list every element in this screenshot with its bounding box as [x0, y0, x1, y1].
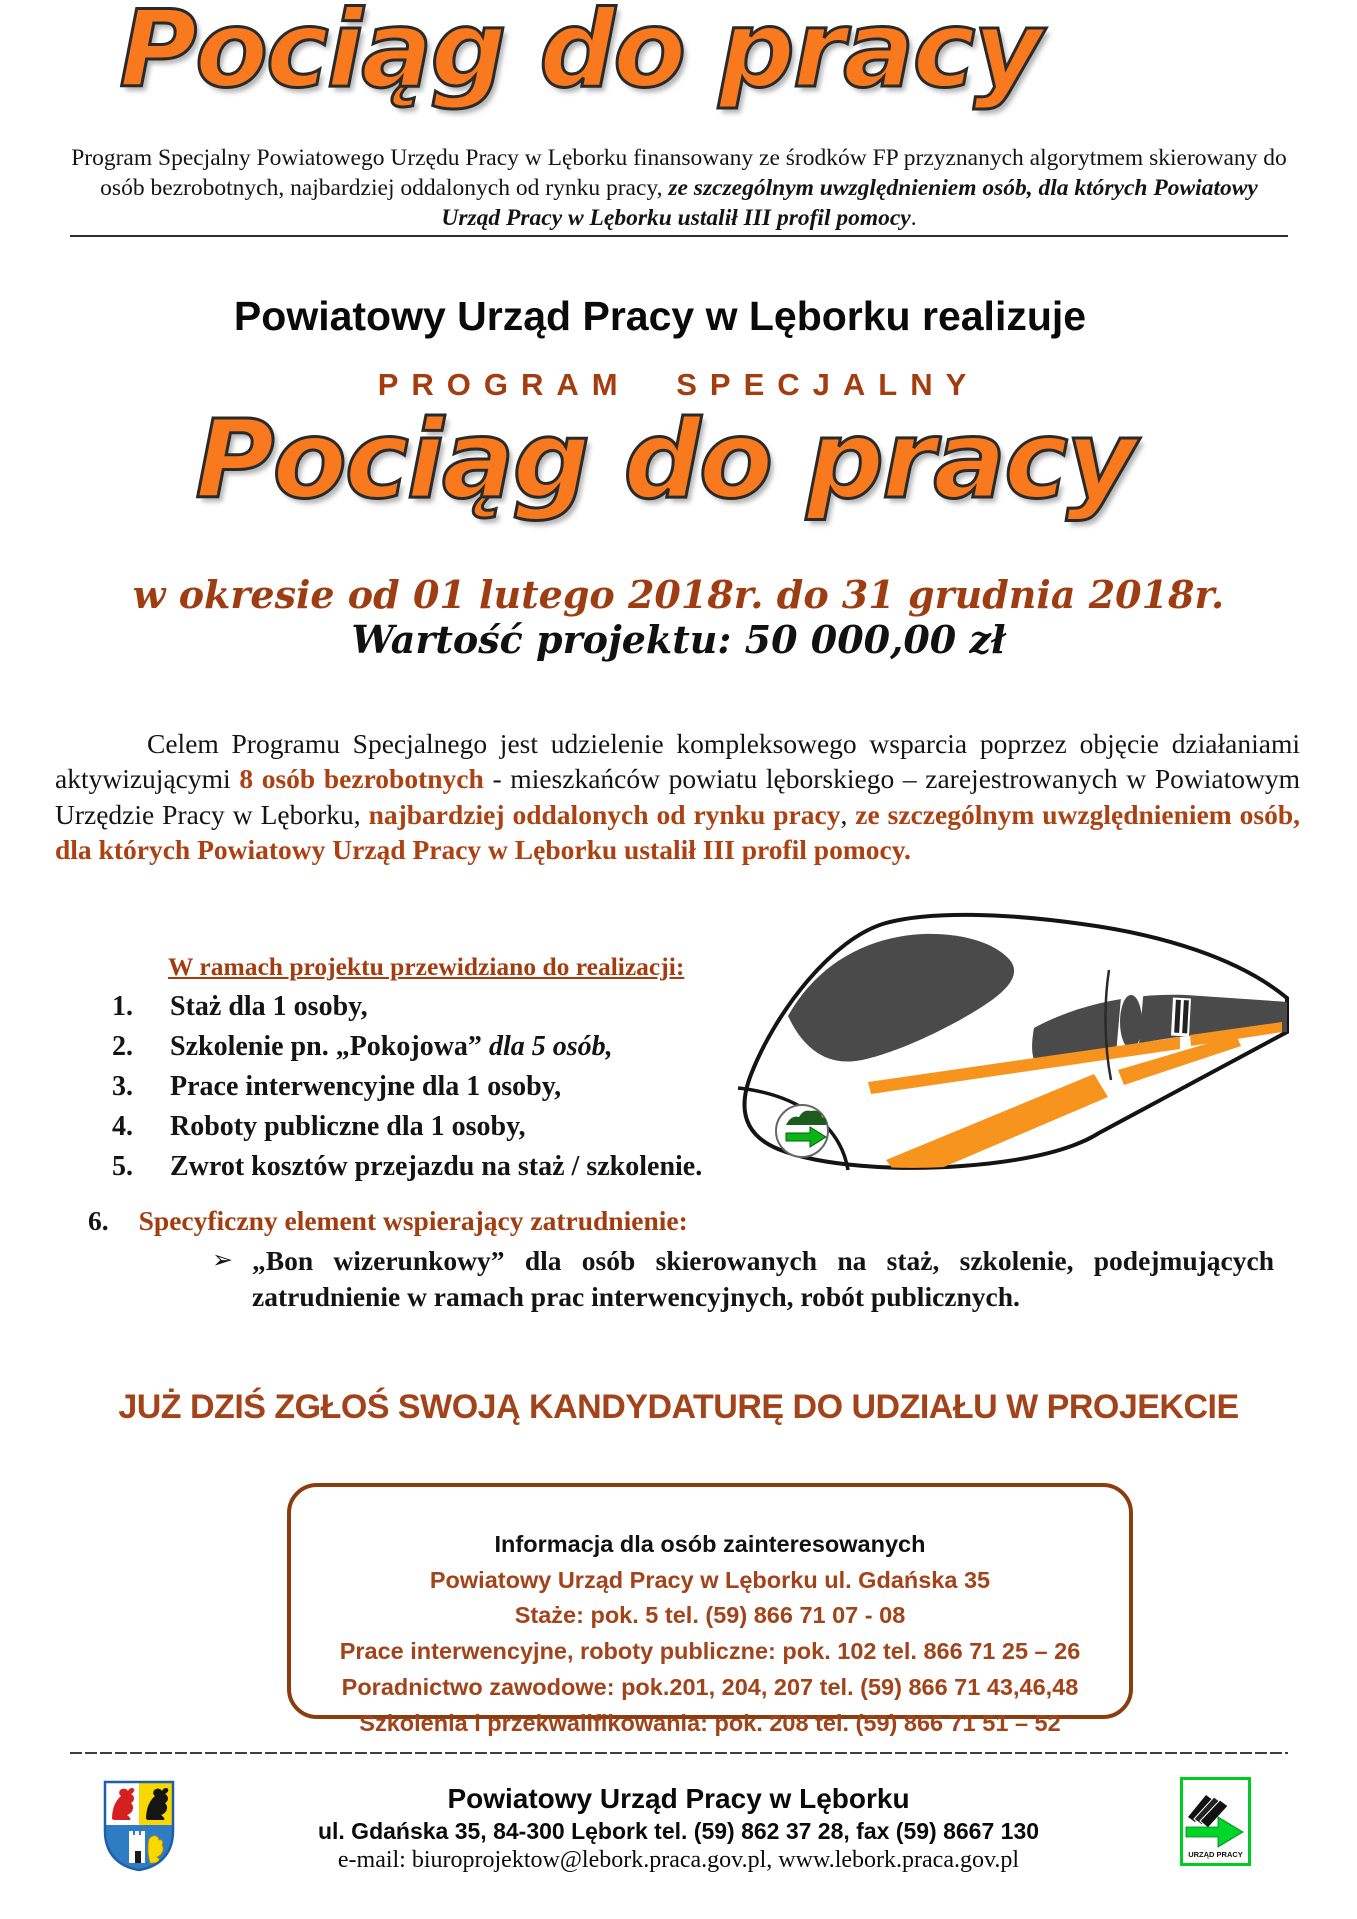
watermark-title: Pociąg do pracy: [119, 0, 1041, 111]
train-door-window: [1120, 995, 1142, 1049]
item-text: Staż dla 1 osoby,: [170, 991, 368, 1022]
item-text: Zwrot kosztów przejazdu na staż / szkolenie.: [170, 1151, 703, 1182]
list-item: [112, 1111, 712, 1143]
intro-period: .: [910, 205, 917, 232]
goal-paragraph: [55, 726, 1300, 868]
main-title: Pociąg do pracy: [195, 398, 1135, 523]
item-number: 5.: [112, 1151, 133, 1182]
goal-highlight-3: ze szczególnym uwzględnieniem osób, dla których Powiatowy Urząd Pracy w Lęborku ustalił III profil pomocy.: [55, 798, 1300, 866]
footer-email: e-mail: biuroprojektow@lebork.praca.gov.pl, www.lebork.praca.gov.pl: [337, 1847, 1020, 1873]
intro-text: Program Specjalny Powiatowego Urzędu Pracy w Lęborku finansowany ze środków FP przyznanych algorytmem skierowany do osób bezrobotnych, najbardziej oddalonych od rynku pracy,: [71, 145, 1287, 202]
footer-org: Powiatowy Urząd Pracy w Lęborku: [447, 1783, 910, 1814]
info-line: Staże: pok. 5 tel. (59) 866 71 07 - 08: [514, 1602, 906, 1629]
info-line: Poradnictwo zawodowe: pok.201, 204, 207 tel. (59) 866 71 43,46,48: [341, 1673, 1079, 1700]
bullet-text: „Bon wizerunkowy” dla osób skierowanych na staż, szkolenie, podejmujących zatrudnienie w ramach prac interwencyjnych, robót publicznych.: [252, 1245, 1274, 1313]
cta-heading: JUŻ DZIŚ ZGŁOŚ SWOJĄ KANDYDATURĘ DO UDZIAŁU W PROJEKCIE: [118, 1388, 1239, 1426]
list-item: [112, 991, 712, 1023]
item-number: 3.: [112, 1071, 133, 1102]
project-value-line: Wartość projektu: 50 000,00 zł: [351, 617, 1006, 662]
item6-label: Specyficzny element wspierający zatrudnienie:: [138, 1205, 688, 1236]
info-line: Szkolenia i przekwalifikowania: pok. 208 tel. (59) 866 71 51 – 52: [359, 1709, 1061, 1736]
footer-rule: [70, 1752, 1288, 1754]
logo-caption: URZĄD PRACY: [1188, 1850, 1243, 1859]
train-nose-logo: [776, 1105, 828, 1157]
goal-text-1: Celem Programu Specjalnego jest udzielenie kompleksowego wsparcia poprzez objęcie działaniami aktywizującymi: [55, 728, 1300, 795]
footer-address: ul. Gdańska 35, 84-300 Lębork tel. (59) 862 37 28, fax (59) 8667 130: [317, 1818, 1040, 1844]
item-text: Szkolenie pn. „Pokojowa” dla 5 osób,: [170, 1031, 613, 1062]
goal-text-3: ,: [840, 798, 856, 830]
list-item: [112, 1151, 712, 1183]
item-text: Roboty publiczne dla 1 osoby,: [170, 1111, 526, 1142]
bullet-item: [212, 1243, 1274, 1316]
realizes-heading: Powiatowy Urząd Pracy w Lęborku realizuje: [233, 293, 1087, 339]
goal-text-2: - mieszkańców powiatu lęborskiego – zarejestrowanych w Powiatowym Urzędzie Pracy w Lęborku,: [55, 763, 1300, 830]
period-line: w okresie od 01 lutego 2018r. do 31 grudnia 2018r.: [132, 572, 1225, 617]
item-number: 6.: [88, 1205, 109, 1236]
divider-rule: [70, 235, 1288, 237]
info-box-title: Informacja dla osób zainteresowanych: [494, 1531, 926, 1557]
info-line: Prace interwencyjne, roboty publiczne: pok. 102 tel. 866 71 25 – 26: [339, 1638, 1081, 1665]
list-item: [112, 1071, 712, 1103]
item-text: Prace interwencyjne dla 1 osoby,: [170, 1071, 562, 1102]
intro-paragraph: [70, 143, 1288, 233]
info-box: [287, 1483, 1133, 1736]
arrow-bullet-icon: ➢: [212, 1247, 233, 1274]
goal-highlight-2: najbardziej oddalonych od rynku pracy: [368, 798, 841, 830]
urzad-pracy-logo-icon: [1180, 1777, 1251, 1866]
list-item: [112, 1031, 712, 1063]
realization-heading: W ramach projektu przewidziano do realizacji:: [168, 952, 685, 981]
info-line: Powiatowy Urząd Pracy w Lęborku ul. Gdańska 35: [429, 1566, 991, 1593]
item-number: 1.: [112, 991, 133, 1022]
program-special-label: PROGRAM SPECJALNY: [377, 367, 980, 402]
realization-list: [112, 991, 712, 1191]
train-illustration: [728, 910, 1300, 1184]
intro-emphasis: ze szczególnym uwzględnieniem osób, dla których Powiatowy Urząd Pracy w Lęborku ustalił III profil pomocy: [441, 175, 1258, 232]
item-number: 4.: [112, 1111, 133, 1142]
item-number: 2.: [112, 1031, 133, 1062]
item6: [88, 1205, 688, 1237]
goal-highlight-1: 8 osób bezrobotnych: [239, 763, 484, 795]
